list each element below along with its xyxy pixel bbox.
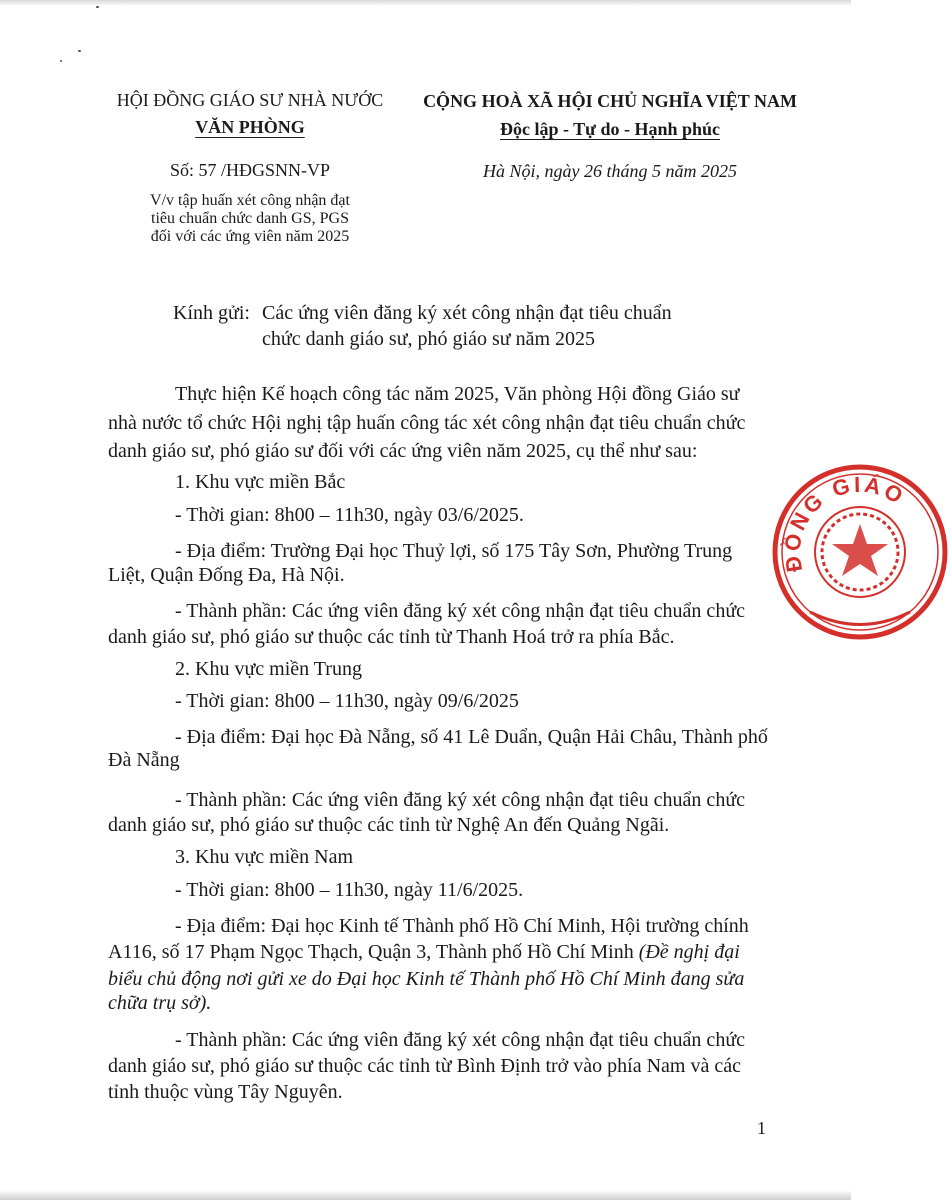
place-date: Hà Nội, ngày 26 tháng 5 năm 2025 — [483, 161, 737, 181]
south-time: - Thời gian: 8h00 – 11h30, ngày 11/6/2025. — [175, 879, 524, 901]
scan-speck — [96, 6, 99, 8]
north-members: - Thành phần: Các ứng viên đăng ký xét công nhận đạt tiêu chuẩn chức — [175, 600, 746, 622]
section-title-central: 2. Khu vực miền Trung — [175, 658, 362, 680]
south-members: danh giáo sư, phó giáo sư thuộc các tỉnh từ Bình Định trở vào phía Nam và các — [108, 1055, 741, 1077]
south-place-note: (Đề nghị đại — [638, 941, 740, 963]
section-title-north: 1. Khu vực miền Bắc — [175, 471, 346, 493]
central-members: - Thành phần: Các ứng viên đăng ký xét công nhận đạt tiêu chuẩn chức — [175, 789, 746, 811]
recipient-line: chức danh giáo sư, phó giáo sư năm 2025 — [262, 328, 596, 350]
scan-bottom-edge — [0, 1190, 851, 1200]
recipient-label: Kính gửi: — [173, 302, 250, 324]
page-number: 1 — [757, 1118, 766, 1138]
scan-top-edge — [0, 0, 851, 6]
seal-text: ĐỒNG GIÁO — [779, 471, 910, 574]
intro-line: nhà nước tổ chức Hội nghị tập huấn công tác xét công nhận đạt tiêu chuẩn chức — [108, 412, 746, 434]
south-members: - Thành phần: Các ứng viên đăng ký xét công nhận đạt tiêu chuẩn chức — [175, 1029, 746, 1051]
org-name: HỘI ĐỒNG GIÁO SƯ NHÀ NƯỚC — [116, 90, 384, 110]
subject-line: tiêu chuẩn chức danh GS, PGS — [151, 210, 349, 227]
central-members: danh giáo sư, phó giáo sư thuộc các tỉnh từ Nghệ An đến Quảng Ngãi. — [108, 814, 670, 836]
north-time: - Thời gian: 8h00 – 11h30, ngày 03/6/2025. — [175, 504, 524, 526]
document-number: Số: 57 /HĐGSNN-VP — [169, 160, 331, 180]
document-subject — [95, 192, 405, 246]
section-title-south: 3. Khu vực miền Nam — [175, 846, 354, 868]
central-place: Đà Nẵng — [108, 749, 180, 771]
subject-line: đối với các ứng viên năm 2025 — [150, 228, 350, 245]
south-place-text: A116, số 17 Phạm Ngọc Thạch, Quận 3, Thành phố Hồ Chí Minh — [108, 941, 639, 963]
south-place-note: biểu chủ động nơi gửi xe do Đại học Kinh tế Thành phố Hồ Chí Minh đang sửa — [108, 968, 745, 990]
official-seal-icon — [770, 462, 950, 642]
south-place: - Địa điểm: Đại học Kinh tế Thành phố Hồ Chí Minh, Hội trường chính — [175, 915, 749, 937]
org-office: VĂN PHÒNG — [195, 117, 305, 137]
north-place: - Địa điểm: Trường Đại học Thuỷ lợi, số 175 Tây Sơn, Phường Trung — [175, 540, 733, 562]
intro-line: danh giáo sư, phó giáo sư đối với các ứng viên năm 2025, cụ thể như sau: — [108, 440, 698, 462]
country-name: CỘNG HOÀ XÃ HỘI CHỦ NGHĨA VIỆT NAM — [423, 91, 797, 111]
recipient-line: Các ứng viên đăng ký xét công nhận đạt tiêu chuẩn — [262, 302, 672, 324]
south-place — [108, 939, 740, 965]
scan-speck — [60, 60, 62, 62]
central-place: - Địa điểm: Đại học Đà Nẵng, số 41 Lê Duẩn, Quận Hải Châu, Thành phố — [175, 726, 768, 748]
intro-line: Thực hiện Kế hoạch công tác năm 2025, Văn phòng Hội đồng Giáo sư — [175, 383, 740, 405]
scan-speck — [78, 50, 81, 52]
south-members: tỉnh thuộc vùng Tây Nguyên. — [108, 1081, 343, 1103]
national-motto: Độc lập - Tự do - Hạnh phúc — [499, 119, 721, 139]
north-place: Liệt, Quận Đống Đa, Hà Nội. — [108, 564, 345, 586]
south-place-note: chữa trụ sở). — [108, 992, 212, 1014]
central-time: - Thời gian: 8h00 – 11h30, ngày 09/6/2025 — [175, 690, 519, 712]
subject-line: V/v tập huấn xét công nhận đạt — [150, 192, 350, 209]
north-members: danh giáo sư, phó giáo sư thuộc các tỉnh từ Thanh Hoá trở ra phía Bắc. — [108, 626, 675, 648]
